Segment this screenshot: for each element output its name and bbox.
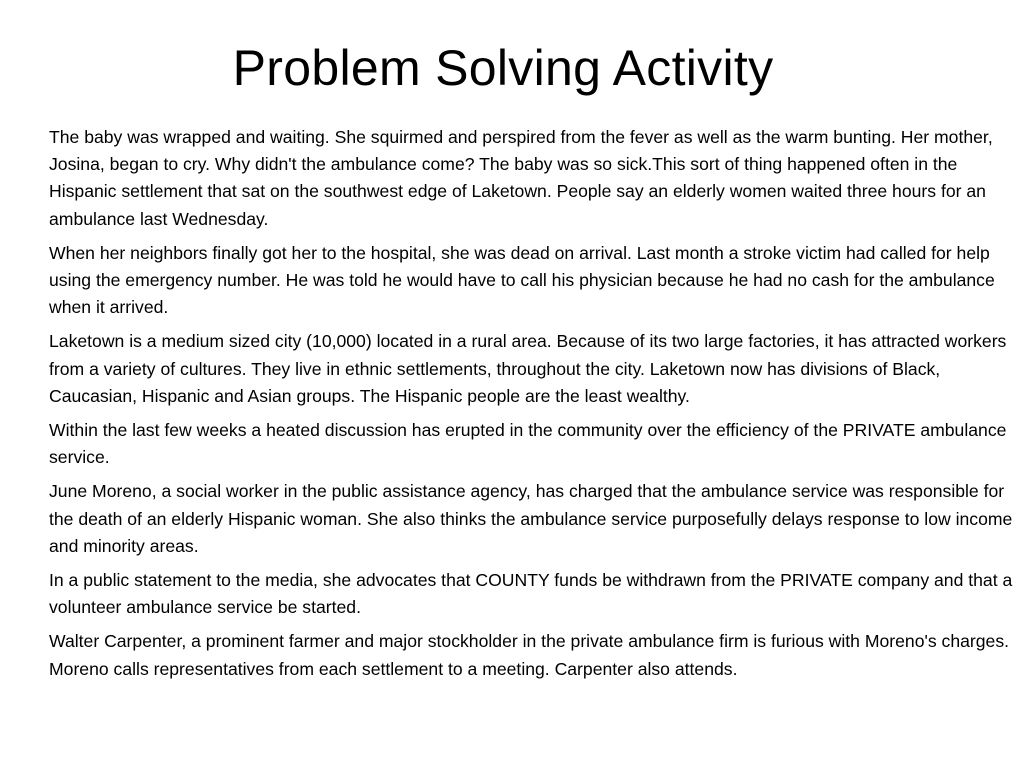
paragraph-4: Within the last few weeks a heated discussion has erupted in the community over the efficiency of the PRIVATE ambulance service. (49, 420, 1007, 468)
paragraph-5: June Moreno, a social worker in the public assistance agency, has charged that the ambulance service was responsible for the death of an elderly Hispanic woman. She also thinks the ambulance service purposefully delays response to low income and minority areas. (49, 481, 1013, 556)
slide-title: Problem Solving Activity (232, 40, 774, 96)
paragraph-1: The baby was wrapped and waiting. She squirmed and perspired from the fever as well as the warm bunting. Her mother, Josina, began to cry. Why didn't the ambulance come? The baby was so sick.This sort of thing happened often in the Hispanic settlement that sat on the southwest edge of Laketown. People say an elderly women waited three hours for an ambulance last Wednesday. (49, 127, 993, 229)
paragraph-2: When her neighbors finally got her to the hospital, she was dead on arrival. Last month a stroke victim had called for help using the emergency number. He was told he would have to call his physician because he had no cash for the ambulance when it arrived. (49, 242, 995, 318)
paragraph-6: In a public statement to the media, she advocates that COUNTY funds be withdrawn from the PRIVATE company and that a volunteer ambulance service be started. (49, 570, 1013, 618)
paragraph-7: Walter Carpenter, a prominent farmer and major stockholder in the private ambulance firm is furious with Moreno's charges. Moreno calls representatives from each settlement to a meeting. Carpenter also attends. (49, 631, 1010, 679)
paragraph-3: Laketown is a medium sized city (10,000) located in a rural area. Because of its two large factories, it has attracted workers from a variety of cultures. They live in ethnic settlements, throughout the city. Laketown now has divisions of Black, Caucasian, Hispanic and Asian groups. The Hispanic people are the least wealthy. (49, 331, 1007, 406)
slide-body (49, 124, 1013, 690)
